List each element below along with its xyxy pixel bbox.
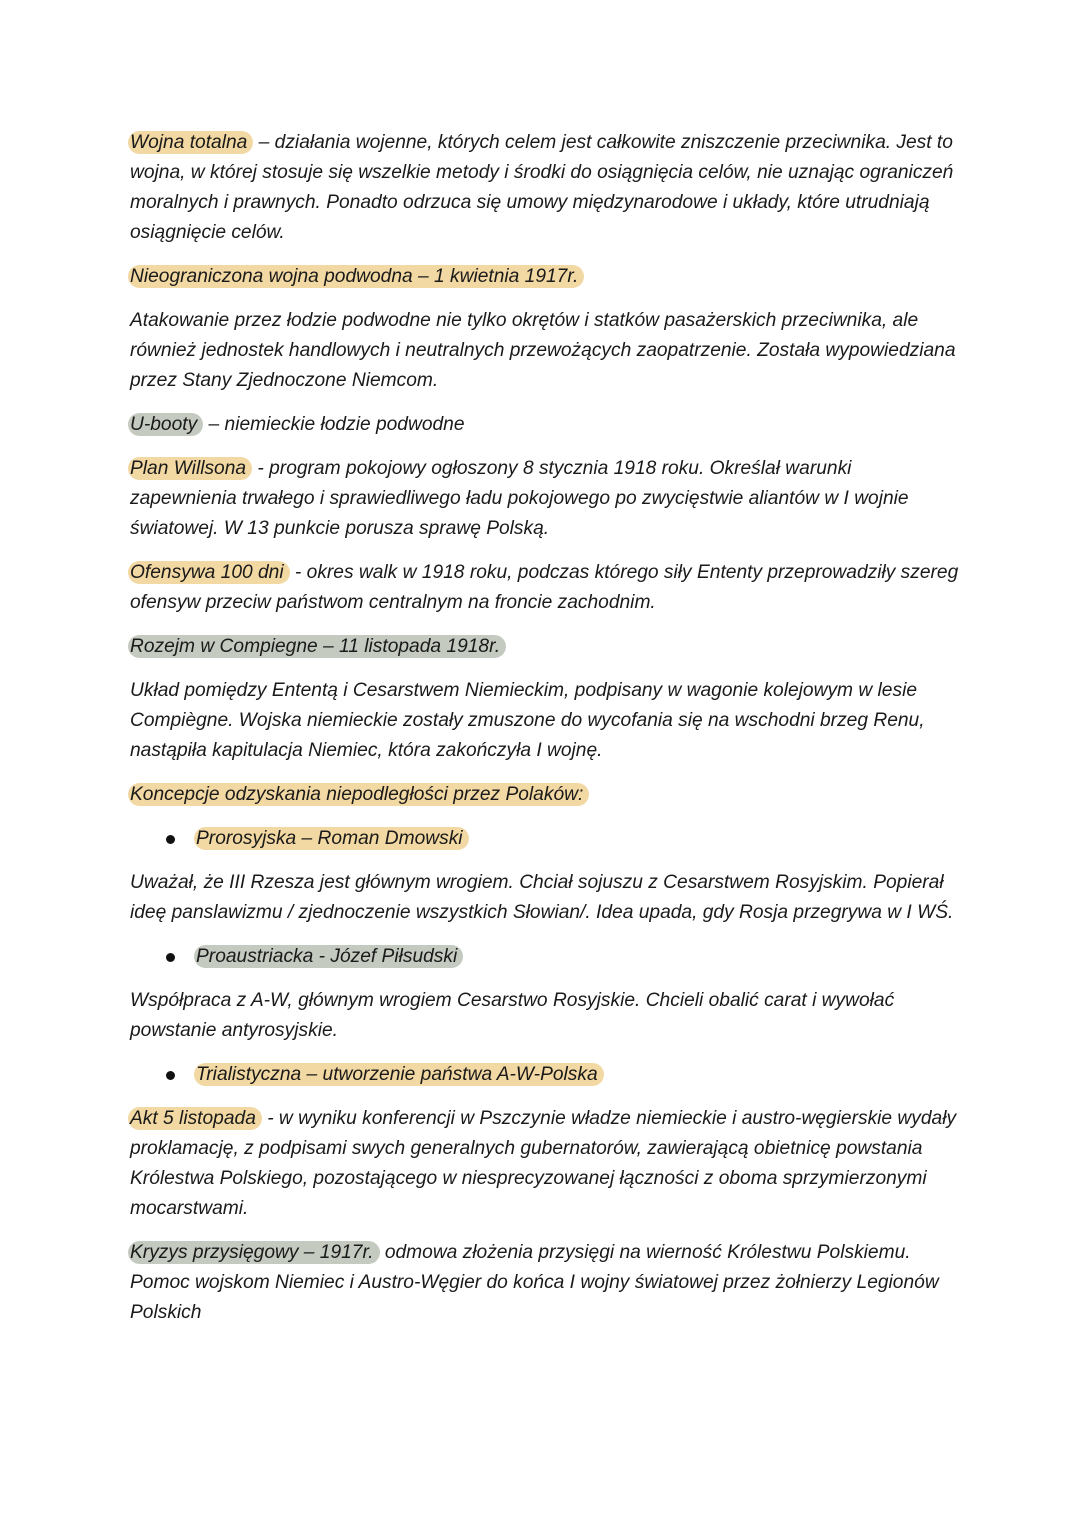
paragraph-rozejm bbox=[130, 676, 960, 766]
paragraph-text: Atakowanie przez łodzie podwodne nie tylko okrętów i statków pasażerskich przeciwnika, ale również jednostek handlowych i neutralnych przewożących zaopatrzenie. Została wypowiedziana przez Stany Zjednoczone Niemcom. bbox=[130, 310, 956, 391]
paragraph-wojna-podwodna bbox=[130, 306, 960, 396]
paragraph-plan-willsona bbox=[130, 454, 960, 544]
paragraph-text: – działania wojenne, których celem jest całkowite zniszczenie przeciwnika. Jest to wojna, w której stosuje się wszelkie metody i środki do osiągnięcia celów, nie uznając ograniczeń moralnych i prawnych. Ponadto odrzuca się umowy międzynarodowe i układy, które utrudniają osiągnięcie celów. bbox=[130, 132, 954, 243]
paragraph-text: Współpraca z A-W, głównym wrogiem Cesarstwo Rosyjskie. Chcieli obalić carat i wywołać powstanie antyrosyjskie. bbox=[130, 990, 895, 1041]
term-highlight: Kryzys przysięgowy – 1917r. bbox=[128, 1241, 380, 1264]
paragraph-kryzys-przysiegowy bbox=[130, 1238, 960, 1328]
paragraph-text: - program pokojowy ogłoszony 8 stycznia 1918 roku. Określał warunki zapewnienia trwałego i sprawiedliwego ładu pokojowego po zwycięstwie aliantów w I wojnie światowej. W 13 punkcie porusza sprawę Polską. bbox=[130, 458, 909, 539]
bullet-proaustriacka bbox=[130, 942, 960, 972]
term-highlight: Ofensywa 100 dni bbox=[128, 561, 290, 584]
term-highlight: Trialistyczna – utworzenie państwa A-W-Polska bbox=[194, 1063, 604, 1086]
term-highlight: Proaustriacka - Józef Piłsudski bbox=[194, 945, 463, 968]
term-highlight: Rozejm w Compiegne – 11 listopada 1918r. bbox=[128, 635, 506, 658]
notes-content bbox=[130, 128, 960, 1342]
paragraph-text: – niemieckie łodzie podwodne bbox=[203, 414, 465, 435]
bullet-trialistyczna bbox=[130, 1060, 960, 1090]
paragraph-text: - okres walk w 1918 roku, podczas którego siły Ententy przeprowadziły szereg ofensyw przeciw państwom centralnym na froncie zachodnim. bbox=[130, 562, 959, 613]
paragraph-wojna-totalna bbox=[130, 128, 960, 248]
term-highlight: Prorosyjska – Roman Dmowski bbox=[194, 827, 469, 850]
bullet-prorosyjska bbox=[130, 824, 960, 854]
bullet-icon bbox=[166, 835, 175, 844]
heading-wojna-podwodna bbox=[130, 262, 960, 292]
term-highlight: Koncepcje odzyskania niepodległości przez Polaków: bbox=[128, 783, 589, 806]
term-highlight: Wojna totalna bbox=[128, 131, 253, 154]
bullet-icon bbox=[166, 953, 175, 962]
term-highlight: Plan Willsona bbox=[128, 457, 252, 480]
bullet-icon bbox=[166, 1071, 175, 1080]
paragraph-text: Uważał, że III Rzesza jest głównym wrogiem. Chciał sojuszu z Cesarstwem Rosyjskim. Popierał ideę panslawizmu / zjednoczenie wszystkich Słowian/. Idea upada, gdy Rosja przegrywa w I WŚ. bbox=[130, 872, 954, 923]
term-highlight: Nieograniczona wojna podwodna – 1 kwietnia 1917r. bbox=[128, 265, 584, 288]
paragraph-text: Układ pomiędzy Ententą i Cesarstwem Niemieckim, podpisany w wagonie kolejowym w lesie Compiègne. Wojska niemieckie zostały zmuszone do wycofania się na wschodni brzeg Renu, nastąpiła kapitulacja Niemiec, która zakończyła I wojnę. bbox=[130, 680, 925, 761]
paragraph-text: odmowa złożenia przysięgi na wierność Królestwu Polskiemu. Pomoc wojskom Niemiec i Austro-Węgier do końca I wojny światowej przez żołnierzy Legionów Polskich bbox=[130, 1242, 939, 1323]
paragraph-text: - w wyniku konferencji w Pszczynie władze niemieckie i austro-węgierskie wydały proklamację, z podpisami swych generalnych gubernatorów, zawierającą obietnicę powstania Królestwa Polskiego, pozostającego w niesprecyzowanej łączności z oboma sprzymierzonymi mocarstwami. bbox=[130, 1108, 957, 1219]
heading-rozejm bbox=[130, 632, 960, 662]
paragraph-proaustriacka bbox=[130, 986, 960, 1046]
term-highlight: Akt 5 listopada bbox=[128, 1107, 262, 1130]
paragraph-prorosyjska bbox=[130, 868, 960, 928]
paragraph-akt-5-listopada bbox=[130, 1104, 960, 1224]
heading-koncepcje bbox=[130, 780, 960, 810]
term-highlight: U-booty bbox=[128, 413, 203, 436]
paragraph-ofensywa bbox=[130, 558, 960, 618]
paragraph-u-booty bbox=[130, 410, 960, 440]
